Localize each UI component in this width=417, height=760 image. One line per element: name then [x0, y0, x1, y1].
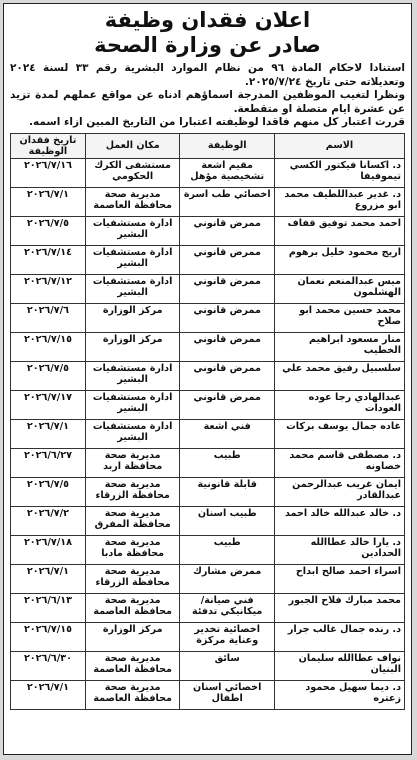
employee-name: ايمان غريب عبدالرحمن عبدالقادر: [274, 477, 404, 506]
workplace: مديرية صحة محافظة مادبا: [85, 535, 180, 564]
intro-paragraph-3: قررت اعتبار كل منهم فاقدا لوظيفته اعتبارا من التاريخ المبين ازاء اسمه.: [29, 116, 405, 128]
job-title: ممرض مشارك: [180, 564, 275, 593]
workplace: ادارة مستشفيات البشير: [85, 361, 180, 390]
workplace: مديرية صحة محافظة العاصمة: [85, 680, 180, 709]
loss-date: ٢٠٢٦/٧/١٧: [11, 390, 86, 419]
employee-name: محمد مبارك فلاح الجبور: [274, 593, 404, 622]
table-row: [11, 448, 405, 477]
workplace: ادارة مستشفيات البشير: [85, 390, 180, 419]
table-row: [11, 216, 405, 245]
employee-name: اريج محمود خليل برهوم: [274, 245, 404, 274]
workplace: مديرية صحة محافظة العاصمة: [85, 593, 180, 622]
loss-date: ٢٠٢٦/٧/٢: [11, 506, 86, 535]
job-title: فني اشعة: [180, 419, 275, 448]
workplace: مركز الوزارة: [85, 622, 180, 651]
workplace: مركز الوزارة: [85, 332, 180, 361]
loss-date: ٢٠٢٦/٧/١٥: [11, 332, 86, 361]
table-row: [11, 535, 405, 564]
job-title: ممرض قانوني: [180, 332, 275, 361]
loss-date: ٢٠٢٦/٧/١٥: [11, 622, 86, 651]
employee-name: د. يارا خالد عطاالله الحدادين: [274, 535, 404, 564]
workplace: مديرية صحة محافظة العاصمة: [85, 187, 180, 216]
loss-date: ٢٠٢٦/٧/١٨: [11, 535, 86, 564]
job-title: طبيب: [180, 535, 275, 564]
loss-date: ٢٠٢٦/٧/١: [11, 187, 86, 216]
job-title: اخصائية تخدير وعناية مركزة: [180, 622, 275, 651]
employee-name: د. اكسانا فيكتور الكسي تيموفيفا: [274, 158, 404, 187]
header-workplace: مكان العمل: [85, 133, 180, 158]
loss-date: ٢٠٢٦/٧/٥: [11, 477, 86, 506]
intro-paragraph-2: ونظرا لتغيب الموظفين المدرجة اسماؤهم ادناه عن مواقع عملهم لمدة تزيد عن عشرة ايام متصلة او متقطعة.: [10, 89, 405, 115]
table-row: [11, 390, 405, 419]
employee-name: احمد محمد توفيق قفاف: [274, 216, 404, 245]
workplace: مديرية صحة محافظة اربد: [85, 448, 180, 477]
announcement-subtitle: صادر عن وزارة الصحة: [94, 33, 321, 57]
job-title: فني صيانة/ميكانيكي تدفئة: [180, 593, 275, 622]
table-row: [11, 477, 405, 506]
announcement-title: اعلان فقدان وظيفة: [104, 8, 311, 32]
table-row: [11, 506, 405, 535]
table-row: [11, 593, 405, 622]
employees-table: [10, 133, 405, 710]
table-row: [11, 680, 405, 709]
table-row: [11, 332, 405, 361]
job-title: طبيب: [180, 448, 275, 477]
loss-date: ٢٠٢٦/٧/٥: [11, 361, 86, 390]
employee-name: سلسبيل رفيق محمد علي: [274, 361, 404, 390]
table-row: [11, 419, 405, 448]
table-row: [11, 564, 405, 593]
job-title: ممرض قانوني: [180, 390, 275, 419]
employee-name: د. خالد عبدالله خالد احمد: [274, 506, 404, 535]
loss-date: ٢٠٢٦/٧/١: [11, 564, 86, 593]
intro-paragraph-1: استنادا لاحكام المادة ٩٦ من نظام الموارد البشرية رقم ٣٣ لسنة ٢٠٢٤ وتعديلاته حتى تاريخ ٢٠٢٥/٧/٢٤.: [10, 62, 405, 88]
job-title: مقيم اشعة تشخيصية مؤهل: [180, 158, 275, 187]
table-body: [11, 158, 405, 709]
loss-date: ٢٠٢٦/٧/٥: [11, 216, 86, 245]
employee-name: منار مسعود ابراهيم الخطيب: [274, 332, 404, 361]
job-title: ممرض قانوني: [180, 274, 275, 303]
employee-name: د. غدير عبداللطيف محمد ابو مزروع: [274, 187, 404, 216]
loss-date: ٢٠٢٦/٧/٦: [11, 303, 86, 332]
intro-text: [10, 62, 405, 130]
job-title: ممرض قانوني: [180, 216, 275, 245]
table-row: [11, 245, 405, 274]
employee-name: د. رنده جمال غالب جرار: [274, 622, 404, 651]
header-name: الاسم: [274, 133, 404, 158]
job-title: طبيب اسنان: [180, 506, 275, 535]
table-row: [11, 303, 405, 332]
loss-date: ٢٠٢٦/٧/١٦: [11, 158, 86, 187]
header-job: الوظيفة: [180, 133, 275, 158]
loss-date: ٢٠٢٦/٦/٢٧: [11, 448, 86, 477]
loss-date: ٢٠٢٦/٧/١٢: [11, 274, 86, 303]
loss-date: ٢٠٢٦/٧/١: [11, 419, 86, 448]
workplace: مركز الوزارة: [85, 303, 180, 332]
loss-date: ٢٠٢٦/٧/١: [11, 680, 86, 709]
workplace: مديرية صحة محافظة الزرقاء: [85, 564, 180, 593]
table-row: [11, 651, 405, 680]
header-loss-date: تاريخ فقدان الوظيفة: [11, 133, 86, 158]
job-title: ممرض قانوني: [180, 245, 275, 274]
table-row: [11, 187, 405, 216]
job-title: اخصائي طب اسرة: [180, 187, 275, 216]
table-row: [11, 361, 405, 390]
workplace: ادارة مستشفيات البشير: [85, 419, 180, 448]
job-title: اخصائي اسنان اطفال: [180, 680, 275, 709]
loss-date: ٢٠٢٦/٦/٣٠: [11, 651, 86, 680]
employee-name: د. ديما سهيل محمود زعتره: [274, 680, 404, 709]
job-title: ممرض قانوني: [180, 361, 275, 390]
table-row: [11, 622, 405, 651]
table-row: [11, 158, 405, 187]
loss-date: ٢٠٢٦/٧/١٤: [11, 245, 86, 274]
announcement-page: [3, 3, 412, 755]
employee-name: اسراء احمد صالح ابداح: [274, 564, 404, 593]
table-row: [11, 274, 405, 303]
workplace: مديرية صحة محافظة المفرق: [85, 506, 180, 535]
employee-name: غاده جمال يوسف بركات: [274, 419, 404, 448]
employee-name: محمد حسين محمد ابو صلاح: [274, 303, 404, 332]
workplace: مديرية صحة محافظة الزرقاء: [85, 477, 180, 506]
employee-name: ميس عبدالمنعم نعمان الهشلمون: [274, 274, 404, 303]
employee-name: نواف عطاالله سليمان البنيان: [274, 651, 404, 680]
workplace: ادارة مستشفيات البشير: [85, 245, 180, 274]
employee-name: د. مصطفى قاسم محمد خصاونه: [274, 448, 404, 477]
workplace: ادارة مستشفيات البشير: [85, 274, 180, 303]
job-title: قابلة قانونية: [180, 477, 275, 506]
loss-date: ٢٠٢٦/٦/١٣: [11, 593, 86, 622]
workplace: مديرية صحة محافظة العاصمة: [85, 651, 180, 680]
workplace: ادارة مستشفيات البشير: [85, 216, 180, 245]
employee-name: عبدالهادي رجا عوده العودات: [274, 390, 404, 419]
workplace: مستشفى الكرك الحكومي: [85, 158, 180, 187]
table-header-row: [11, 133, 405, 158]
job-title: ممرض قانوني: [180, 303, 275, 332]
job-title: سائق: [180, 651, 275, 680]
